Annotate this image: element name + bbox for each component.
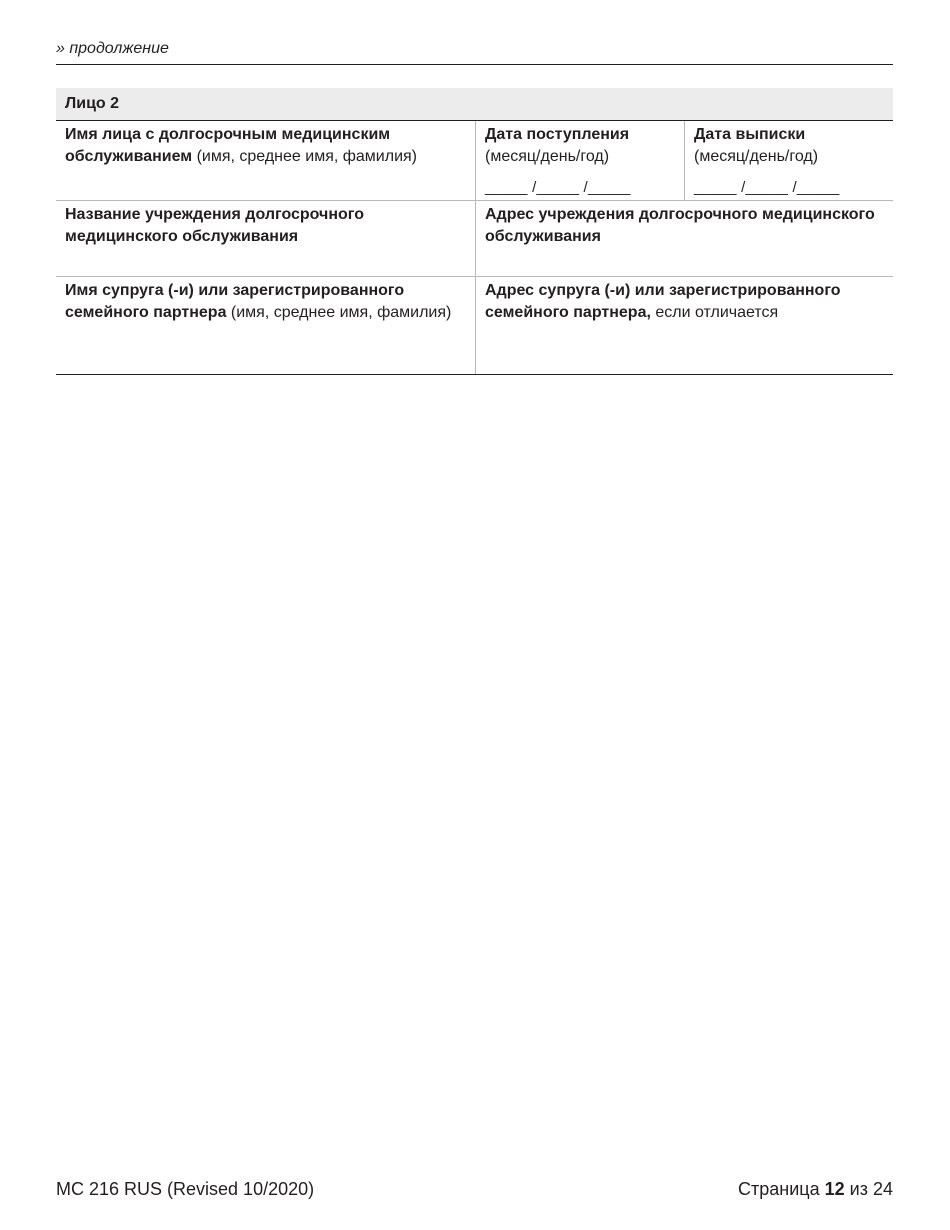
- facility-name-label: Название учреждения долгосрочного медицинского обслуживания: [65, 206, 365, 245]
- spouse-address-label: Адрес супруга (-и) или зарегистрированного семейного партнера,: [485, 282, 841, 321]
- person-name-hint: (имя, среднее имя, фамилия): [192, 148, 418, 165]
- row-person-dates: [56, 121, 893, 201]
- facility-address-field[interactable]: [475, 201, 893, 276]
- person-name-field[interactable]: [56, 121, 475, 200]
- person-name-label: Имя лица с долгосрочным медицинским обслуживанием: [65, 126, 391, 165]
- page-prefix: Страница: [738, 1179, 825, 1199]
- row-facility: [56, 201, 893, 277]
- spouse-address-hint: если отличается: [650, 304, 779, 321]
- discharge-date-hint: (месяц/день/год): [694, 148, 819, 165]
- facility-name-field[interactable]: [56, 201, 475, 276]
- page-current: 12: [824, 1179, 845, 1199]
- admission-date-label: Дата поступления: [485, 126, 630, 143]
- discharge-date-label: Дата выписки: [694, 126, 806, 143]
- person-2-table: [56, 88, 893, 375]
- spouse-name-hint: (имя, среднее имя, фамилия): [226, 304, 452, 321]
- facility-address-label: Адрес учреждения долгосрочного медицинского обслуживания: [485, 206, 875, 245]
- discharge-date-field[interactable]: [684, 121, 893, 200]
- admission-date-blank[interactable]: _____ /_____ /_____: [485, 179, 631, 196]
- row-spouse: [56, 277, 893, 374]
- header-divider: [56, 64, 893, 65]
- discharge-date-blank[interactable]: _____ /_____ /_____: [694, 179, 840, 196]
- page-mid: из: [844, 1179, 873, 1199]
- spouse-name-field[interactable]: [56, 277, 475, 374]
- admission-date-hint: (месяц/день/год): [485, 148, 610, 165]
- spouse-name-label: Имя супруга (-и) или зарегистрированного семейного партнера: [65, 282, 405, 321]
- continuation-label: » продолжение: [56, 40, 169, 57]
- form-id: MC 216 RUS (Revised 10/2020): [56, 1179, 315, 1199]
- section-title: Лицо 2: [56, 88, 893, 121]
- spouse-address-field[interactable]: [475, 277, 893, 374]
- admission-date-field[interactable]: [475, 121, 684, 200]
- page-number: [738, 1179, 893, 1200]
- page-total: 24: [872, 1179, 893, 1199]
